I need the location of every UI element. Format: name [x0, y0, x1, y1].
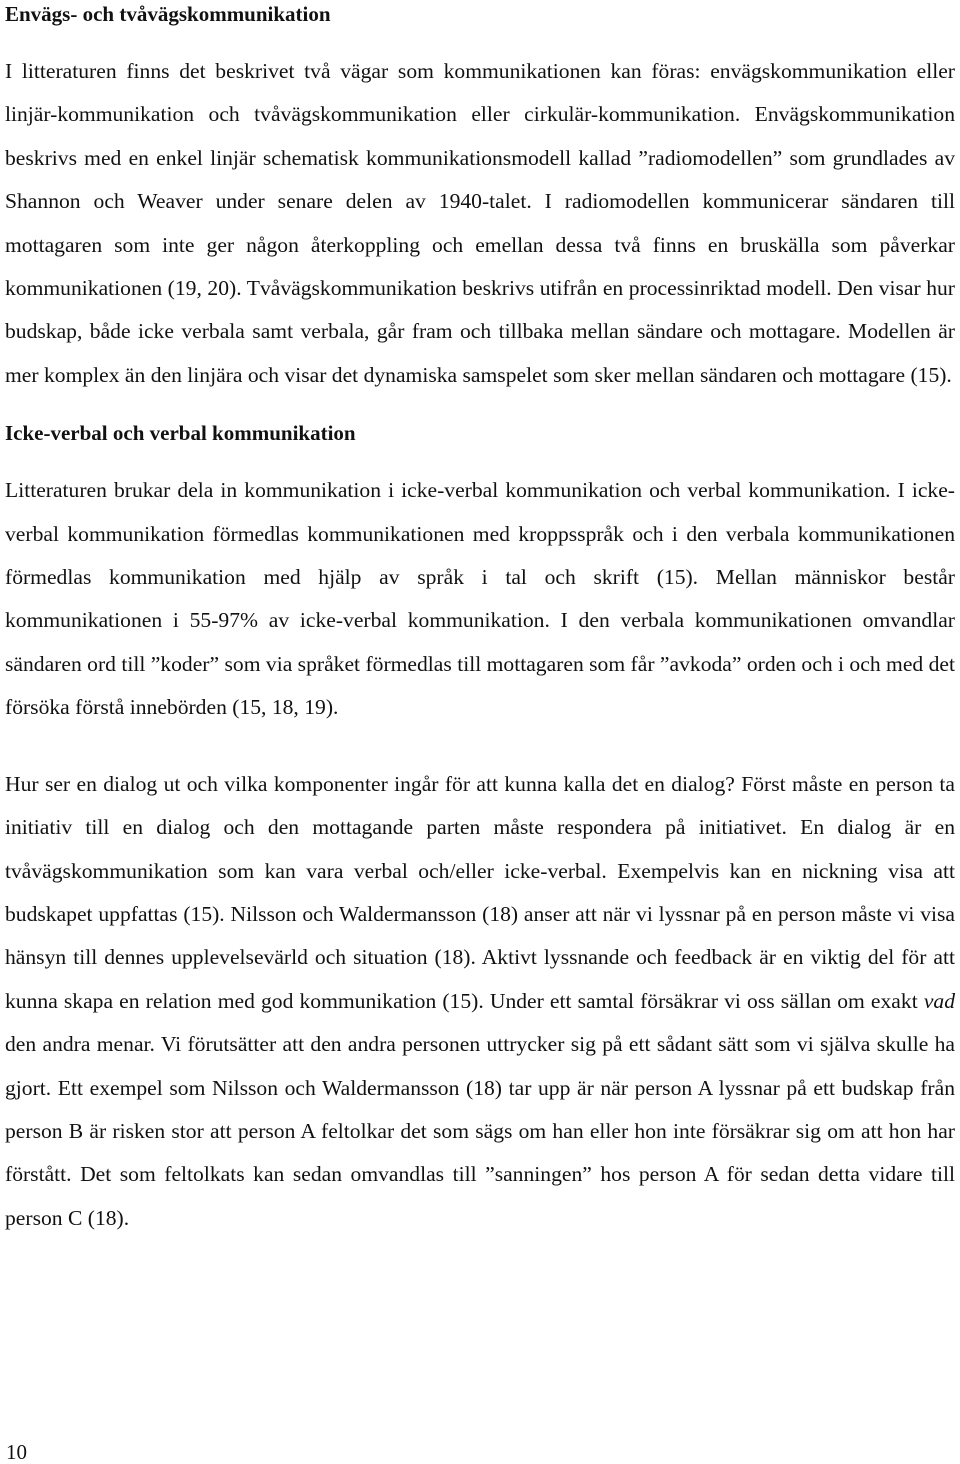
page-number: 10: [6, 1440, 27, 1464]
paragraph-dialog-text-before: Hur ser en dialog ut och vilka komponenter ingår för att kunna kalla det en dialog? Först måste en person ta initiativ till en dialog och den mottagande parten måste respondera på initiativet. En dialog är en tvåvägskommunikation som kan vara verbal och/eller icke-verbal. Exempelvis kan en nickning visa att budskapet uppfattas (15). Nilsson och Waldermansson (18) anser att när vi lyssnar på en person måste vi visa hänsyn till dennes upplevelsevärld och situation (18). Aktivt lyssnande och feedback är en viktig del för att kunna skapa en relation med god kommunikation (15). Under ett samtal försäkrar vi oss sällan om exakt: [5, 771, 955, 1013]
document-page: [5, 0, 955, 1240]
paragraph-dialog-emphasis: vad: [923, 988, 955, 1013]
section-heading-icke-verbal-verbal: Icke-verbal och verbal kommunikation: [5, 421, 356, 446]
paragraph-dialog-text-after: den andra menar. Vi förutsätter att den andra personen uttrycker sig på ett sådant sätt som vi själva skulle ha gjort. Ett exempel som Nilsson och Waldermansson (18) tar upp är när person A lyssnar på ett budskap från person B är risken stor att person A feltolkar det som sägs om han eller hon inte försäkrar sig om att hon har förstått. Det som feltolkats kan sedan omvandlas till ”sanningen” hos person A för sedan detta vidare till person C (18).: [5, 1032, 955, 1230]
section-heading-envags-tvavags: Envägs- och tvåvägskommunikation: [5, 2, 331, 26]
paragraph-dialog: [5, 763, 955, 1240]
paragraph-communication-models: I litteraturen finns det beskrivet två vägar som kommunikationen kan föras: envägskommunikation eller linjär-kommunikation och tvåvägskommunikation eller cirkulär-kommunikation. Envägskommunikation beskrivs med en enkel linjär schematisk kommunikationsmodell kallad ”radiomodellen” som grundlades av Shannon och Weaver under senare delen av 1940-talet. I radiomodellen kommunicerar sändaren till mottagaren som inte ger någon återkoppling och emellan dessa två finns en bruskälla som påverkar kommunikationen (19, 20). Tvåvägskommunikation beskrivs utifrån en processinriktad modell. Den visar hur budskap, både icke verbala samt verbala, går fram och tillbaka mellan sändare och mottagare. Modellen är mer komplex än den linjära och visar det dynamiska samspelet som sker mellan sändaren och mottagare (15).: [5, 59, 955, 387]
paragraph-verbal-nonverbal: Litteraturen brukar dela in kommunikation i icke-verbal kommunikation och verbal kommunikation. I icke-verbal kommunikation förmedlas kommunikationen med kroppsspråk och i den verbala kommunikationen förmedlas kommunikation med hjälp av språk i tal och skrift (15). Mellan människor består kommunikationen i 55-97% av icke-verbal kommunikation. I den verbala kommunikationen omvandlar sändaren ord till ”koder” som via språket förmedlas till mottagaren som får ”avkoda” orden och i och med det försöka förstå innebörden (15, 18, 19).: [5, 478, 955, 720]
